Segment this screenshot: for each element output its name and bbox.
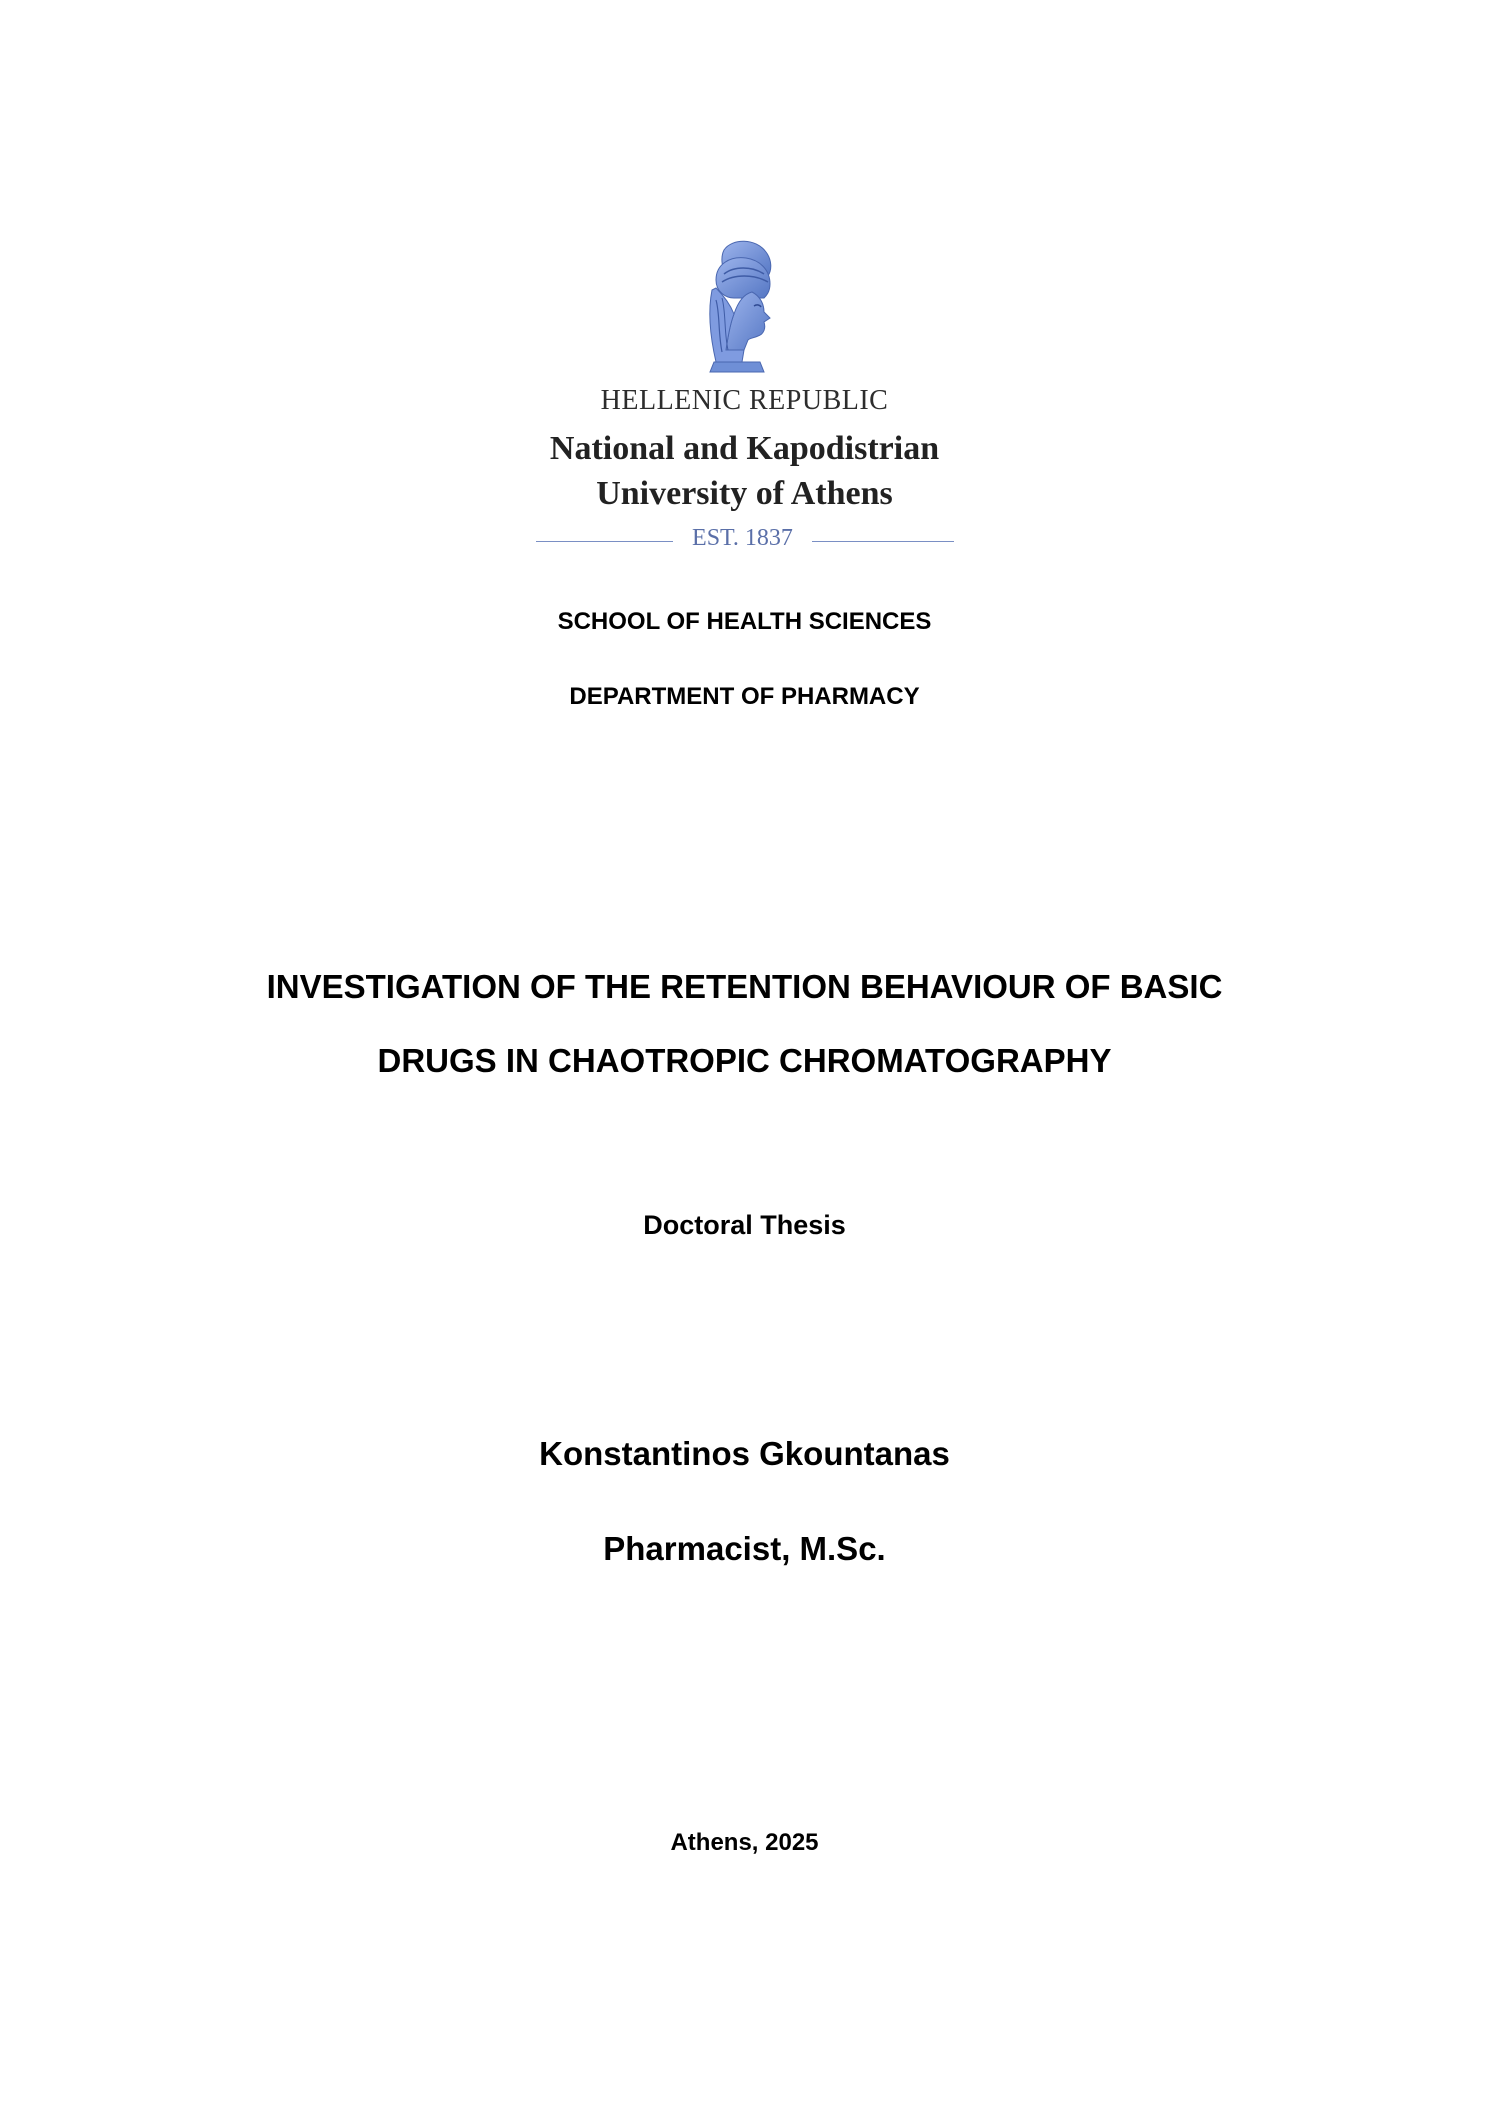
divider-right: [812, 541, 954, 542]
thesis-type: Doctoral Thesis: [643, 1210, 846, 1240]
university-name-line1: National and Kapodistrian: [549, 430, 940, 467]
author-credentials: Pharmacist, M.Sc.: [603, 1530, 886, 1567]
university-republic: HELLENIC REPUBLIC: [600, 385, 889, 416]
place-date: Athens, 2025: [670, 1829, 819, 1856]
divider-left: [536, 541, 673, 542]
department-name: DEPARTMENT OF PHARMACY: [569, 683, 920, 710]
school-name: SCHOOL OF HEALTH SCIENCES: [557, 608, 932, 635]
university-name-line2: University of Athens: [596, 475, 893, 512]
thesis-title-line1: INVESTIGATION OF THE RETENTION BEHAVIOUR OF BASIC: [266, 968, 1223, 1005]
established-year: EST. 1837: [692, 525, 793, 551]
athena-emblem-icon: [694, 240, 794, 375]
established-row: [0, 524, 1489, 558]
author-name: Konstantinos Gkountanas: [539, 1435, 950, 1472]
thesis-title-line2: DRUGS IN CHAOTROPIC CHROMATOGRAPHY: [377, 1042, 1112, 1079]
